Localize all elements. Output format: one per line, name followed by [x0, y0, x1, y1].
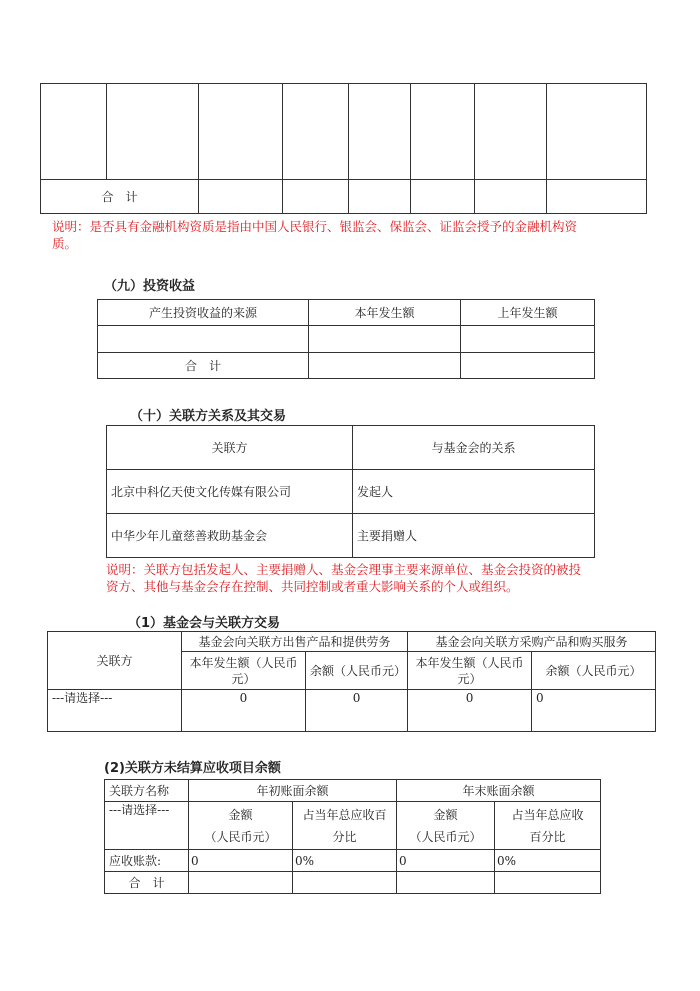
column-header-name: 关联方名称 — [105, 780, 189, 802]
cell — [283, 180, 349, 214]
header-line: 占当年总应收 — [511, 807, 584, 822]
value-cell: 0% — [293, 850, 397, 872]
column-header-year: 本年发生额（人民币元） — [182, 652, 306, 690]
column-header: 上年发生额 — [461, 300, 595, 326]
top-table — [40, 83, 647, 214]
value-cell: 0 — [189, 850, 293, 872]
related-party-relation: 主要捐赠人 — [353, 514, 595, 558]
column-header: 本年发生额 — [309, 300, 461, 326]
header-line: 金额 — [228, 807, 253, 822]
receivables-table — [104, 779, 601, 894]
investment-income-table — [97, 299, 595, 379]
cell — [475, 84, 547, 180]
related-party-select[interactable]: ---请选择--- — [48, 690, 182, 732]
note-line: 说明：是否具有金融机构资质是指由中国人民银行、银监会、保监会、证监会授予的金融机构资 — [52, 219, 578, 234]
column-header: 与基金会的关系 — [353, 426, 595, 470]
group-header-begin: 年初账面余额 — [189, 780, 397, 802]
note-line: 质。 — [52, 236, 78, 251]
cell — [411, 180, 475, 214]
cell — [98, 326, 309, 353]
value-cell: 0 — [532, 690, 656, 732]
related-party-name: 中华少年儿童慈善救助基金会 — [107, 514, 353, 558]
column-header-balance: 余额（人民币元） — [306, 652, 408, 690]
column-header: 关联方 — [107, 426, 353, 470]
value-cell: 0 — [408, 690, 532, 732]
cell — [349, 84, 411, 180]
total-label: 合 计 — [98, 353, 309, 379]
related-party-relation: 发起人 — [353, 470, 595, 514]
transactions-table — [47, 631, 656, 732]
cell — [283, 84, 349, 180]
cell — [495, 872, 601, 894]
cell — [309, 353, 461, 379]
header-line: （人民币元） — [204, 829, 277, 844]
related-party-select[interactable]: ---请选择--- — [105, 802, 189, 850]
section-heading-related-parties: （十）关联方关系及其交易 — [130, 409, 287, 424]
header-line: 占当年总应收百 — [302, 807, 387, 822]
cell — [461, 353, 595, 379]
total-label: 合 计 — [41, 180, 199, 214]
header-line: 百分比 — [529, 829, 566, 844]
column-header-percent — [293, 802, 397, 850]
value-cell: 0% — [495, 850, 601, 872]
column-header-percent — [495, 802, 601, 850]
column-header-party: 关联方 — [48, 632, 182, 690]
group-header-sell: 基金会向关联方出售产品和提供劳务 — [182, 632, 408, 652]
cell — [107, 84, 199, 180]
receivable-label: 应收账款: — [105, 850, 189, 872]
column-header-year: 本年发生额（人民币元） — [408, 652, 532, 690]
note-related-party-definition — [106, 561, 646, 595]
value-cell: 0 — [182, 690, 306, 732]
cell — [199, 84, 283, 180]
cell — [293, 872, 397, 894]
section-heading-receivables: (2)关联方未结算应收项目余额 — [104, 761, 281, 776]
header-line: 分比 — [332, 829, 357, 844]
note-line: 资方、其他与基金会存在控制、共同控制或者重大影响关系的个人或组织。 — [106, 579, 519, 594]
cell — [475, 180, 547, 214]
header-line: 金额 — [433, 807, 458, 822]
group-header-end: 年末账面余额 — [397, 780, 601, 802]
cell — [547, 180, 647, 214]
cell — [397, 872, 495, 894]
note-financial-qualification — [52, 218, 652, 252]
group-header-buy: 基金会向关联方采购产品和购买服务 — [408, 632, 656, 652]
cell — [41, 84, 107, 180]
cell — [189, 872, 293, 894]
section-heading-transactions: （1）基金会与关联方交易 — [128, 616, 281, 631]
cell — [309, 326, 461, 353]
cell — [199, 180, 283, 214]
cell — [461, 326, 595, 353]
cell — [349, 180, 411, 214]
cell — [547, 84, 647, 180]
value-cell: 0 — [397, 850, 495, 872]
note-line: 说明：关联方包括发起人、主要捐赠人、基金会理事主要来源单位、基金会投资的被投 — [106, 562, 582, 577]
related-parties-table — [106, 425, 595, 558]
column-header: 产生投资收益的来源 — [98, 300, 309, 326]
section-heading-investment-income: （九）投资收益 — [104, 279, 196, 294]
cell — [411, 84, 475, 180]
related-party-name: 北京中科亿天使文化传媒有限公司 — [107, 470, 353, 514]
column-header-balance: 余额（人民币元） — [532, 652, 656, 690]
column-header-amount — [397, 802, 495, 850]
column-header-amount — [189, 802, 293, 850]
total-label: 合 计 — [105, 872, 189, 894]
value-cell: 0 — [306, 690, 408, 732]
header-line: （人民币元） — [409, 829, 482, 844]
